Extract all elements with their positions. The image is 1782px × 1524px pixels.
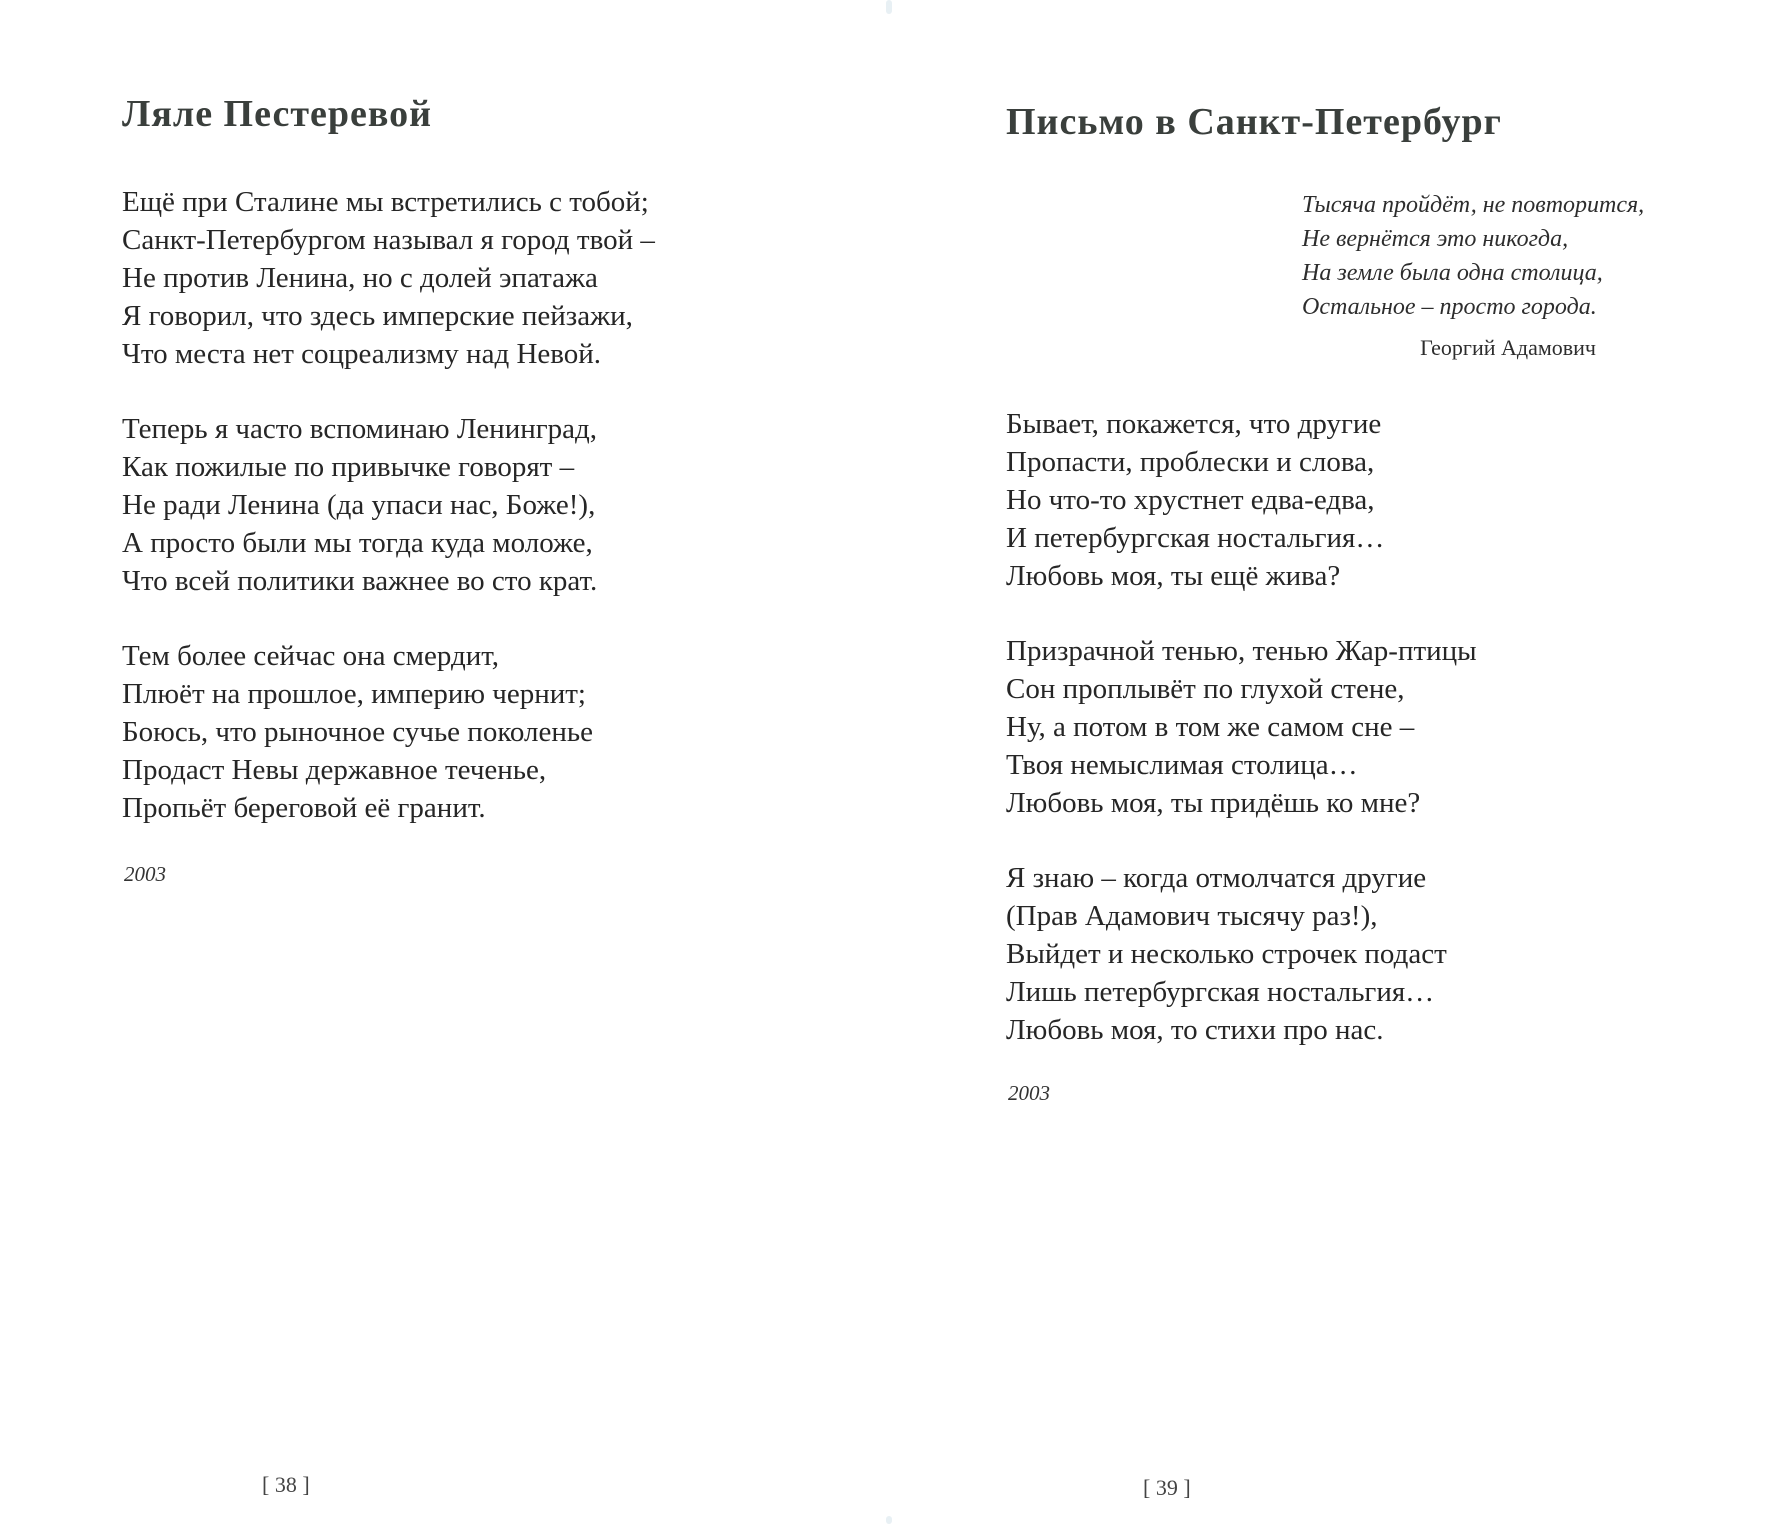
poem-line: Пропасти, проблески и слова, (1006, 446, 1375, 478)
poem-line: Продаст Невы державное теченье, (122, 754, 547, 786)
poem-line: Ещё при Сталине мы встретились с тобой; (122, 186, 649, 218)
poem-line: А просто были мы тогда куда моложе, (122, 527, 593, 559)
stanza (1006, 632, 1477, 822)
poem-line: Бывает, покажется, что другие (1006, 408, 1382, 440)
poem-line: Ну, а потом в том же самом сне – (1006, 711, 1415, 743)
epigraph-line: Не вернётся это никогда, (1302, 226, 1569, 252)
poem-line: Я говорил, что здесь имперские пейзажи, (122, 300, 633, 332)
poem-line: Сон проплывёт по глухой стене, (1006, 673, 1405, 705)
poem-line: Теперь я часто вспоминаю Ленинград, (122, 413, 598, 445)
gutter-mark-bottom (886, 1516, 892, 1524)
poem-line: Не против Ленина, но с долей эпатажа (122, 262, 598, 294)
poem-line: Призрачной тенью, тенью Жар-птицы (1006, 635, 1477, 667)
stanza (122, 183, 655, 373)
poem-line: Что места нет соцреализму над Невой. (122, 338, 602, 370)
poem-line: Боюсь, что рыночное сучье поколенье (122, 716, 594, 748)
poem-line: Тем более сейчас она смердит, (122, 640, 499, 672)
poem-year: 2003 (124, 862, 166, 886)
poem-line: Лишь петербургская ностальгия… (1006, 976, 1435, 1008)
epigraph-line: Тысяча пройдёт, не повторится, (1302, 192, 1645, 218)
poem-line: Любовь моя, ты придёшь ко мне? (1006, 787, 1421, 819)
poem-line: Плюёт на прошлое, империю чернит; (122, 678, 586, 710)
poem-line: Пропьёт береговой её гранит. (122, 792, 486, 824)
poem-title: Письмо в Санкт-Петербург (1006, 101, 1502, 143)
poem-title: Ляле Пестеревой (122, 93, 433, 135)
poem-line: Но что-то хрустнет едва-едва, (1006, 484, 1375, 516)
page-number: [ 38 ] (262, 1472, 310, 1497)
poem-line: Выйдет и несколько строчек подаст (1006, 938, 1447, 970)
page-number: [ 39 ] (1143, 1475, 1191, 1500)
stanza (122, 637, 655, 827)
poem-line: Не ради Ленина (да упаси нас, Боже!), (122, 489, 596, 521)
poem-line: И петербургская ностальгия… (1006, 522, 1385, 554)
epigraph-line: На земле была одна столица, (1302, 260, 1603, 286)
epigraph (1302, 188, 1644, 324)
poem-line: Что всей политики важнее во сто крат. (122, 565, 598, 597)
epigraph-author: Георгий Адамович (1420, 335, 1596, 360)
gutter-mark-top (886, 0, 892, 14)
stanza (1006, 405, 1477, 595)
epigraph-line: Остальное – просто города. (1302, 294, 1597, 320)
poem-line: Санкт-Петербургом называл я город твой – (122, 224, 655, 256)
right-page (880, 0, 1782, 1524)
poem-line: Я знаю – когда отмолчатся другие (1006, 862, 1427, 894)
left-page (0, 0, 880, 1524)
stanza (122, 410, 655, 600)
poem-line: Любовь моя, ты ещё жива? (1006, 560, 1341, 592)
stanza (1006, 859, 1477, 1049)
poem-line: Любовь моя, то стихи про нас. (1006, 1014, 1384, 1046)
poem-line: Твоя немыслимая столица… (1006, 749, 1358, 781)
poem-line: Как пожилые по привычке говорят – (122, 451, 575, 483)
poem-body (1006, 405, 1477, 1086)
poem-year: 2003 (1008, 1081, 1050, 1105)
poem-line: (Прав Адамович тысячу раз!), (1006, 900, 1378, 932)
poem-body (122, 183, 655, 864)
